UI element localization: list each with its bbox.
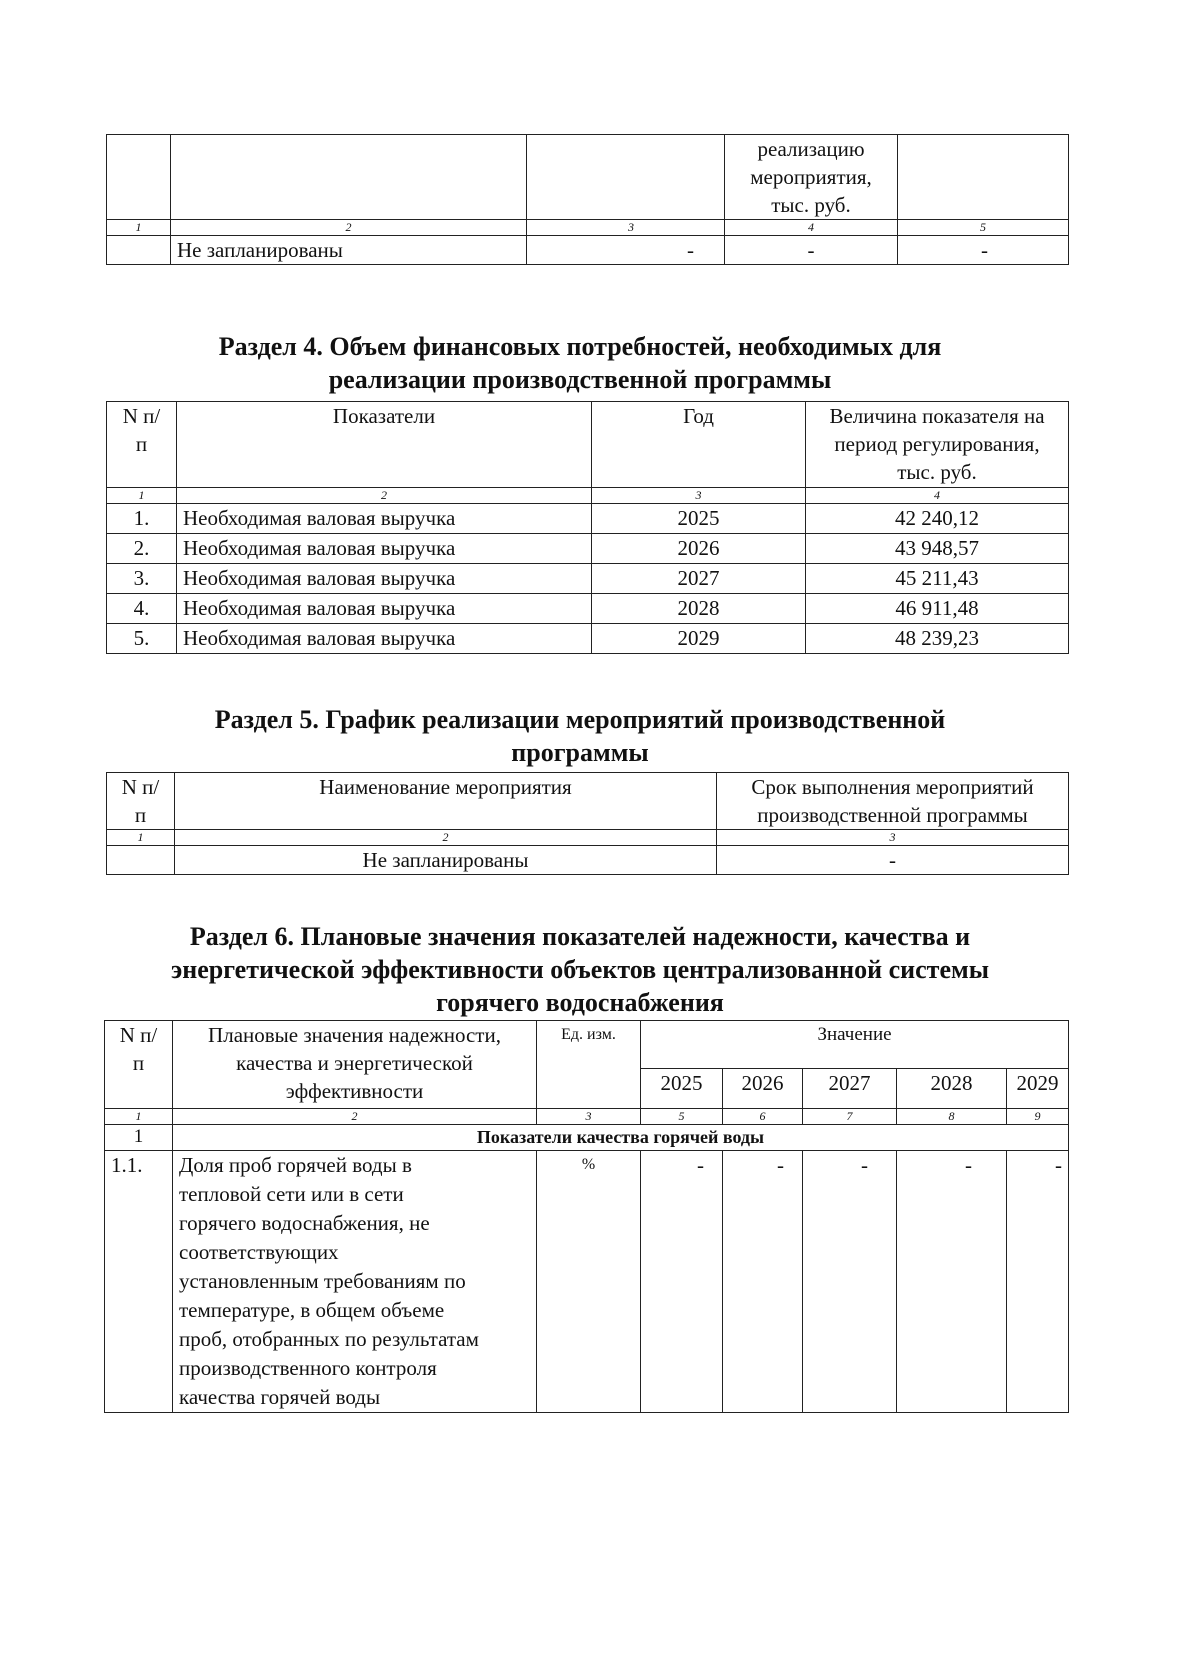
top-header-line: мероприятия, bbox=[750, 165, 872, 189]
group-title: Показатели качества горячей воды bbox=[173, 1125, 1069, 1151]
row-name: Необходимая валовая выручка bbox=[177, 594, 592, 624]
row-name-line: проб, отобранных по результатам bbox=[179, 1327, 479, 1351]
header-year: 2025 bbox=[641, 1069, 723, 1109]
col-number: 1 bbox=[105, 1109, 173, 1125]
col-number: 5 bbox=[641, 1109, 723, 1125]
section6-title bbox=[0, 920, 1180, 1019]
row-num: 2. bbox=[107, 534, 177, 564]
col-number: 1 bbox=[107, 830, 175, 846]
header-term-line: Срок выполнения мероприятий bbox=[751, 775, 1034, 799]
row-value: 42 240,12 bbox=[806, 504, 1069, 534]
row-name-line: температуре, в общем объеме bbox=[179, 1298, 445, 1322]
header-num bbox=[107, 402, 177, 488]
row-year: 2028 bbox=[592, 594, 806, 624]
row-year: 2029 bbox=[592, 624, 806, 654]
header-num bbox=[105, 1021, 173, 1109]
table-row bbox=[107, 594, 1069, 624]
section4-table bbox=[106, 401, 1069, 654]
row-name-line: установленным требованиям по bbox=[179, 1269, 466, 1293]
col-number: 2 bbox=[171, 220, 527, 236]
row-name: Не запланированы bbox=[171, 236, 527, 265]
section5-title-line2: программы bbox=[511, 738, 649, 767]
section6-title-line1: Раздел 6. Плановые значения показателей надежности, качества и bbox=[189, 922, 971, 951]
section5-title-line1: Раздел 5. График реализации мероприятий производственной bbox=[214, 705, 946, 734]
row-value: - bbox=[803, 1151, 897, 1413]
header-term-line: производственной программы bbox=[757, 803, 1028, 827]
col-number: 4 bbox=[725, 220, 898, 236]
top-header-line: тыс. руб. bbox=[771, 193, 851, 217]
header-year: 2027 bbox=[803, 1069, 897, 1109]
row-name: Не запланированы bbox=[175, 846, 717, 875]
col-number: 1 bbox=[107, 488, 177, 504]
row-name-line: соответствующих bbox=[179, 1240, 339, 1264]
col-number: 2 bbox=[177, 488, 592, 504]
header-value bbox=[806, 402, 1069, 488]
header-num-text: N п/п bbox=[122, 404, 161, 456]
row-name bbox=[173, 1151, 537, 1413]
top-header-c1 bbox=[107, 135, 171, 220]
header-name: Наименование мероприятия bbox=[175, 773, 717, 830]
row-value: 45 211,43 bbox=[806, 564, 1069, 594]
row-year: 2026 bbox=[592, 534, 806, 564]
row-name-line: горячего водоснабжения, не bbox=[179, 1211, 430, 1235]
section6-title-line3: горячего водоснабжения bbox=[436, 988, 724, 1017]
group-row bbox=[105, 1125, 1069, 1151]
section4-title bbox=[0, 330, 1180, 396]
header-num-text: N п/п bbox=[119, 1023, 158, 1075]
section6-table bbox=[104, 1020, 1069, 1413]
row-value: - bbox=[723, 1151, 803, 1413]
col-number: 2 bbox=[173, 1109, 537, 1125]
row-num: 1. bbox=[107, 504, 177, 534]
col-number: 7 bbox=[803, 1109, 897, 1125]
row-num bbox=[107, 236, 171, 265]
row-name: Необходимая валовая выручка bbox=[177, 504, 592, 534]
row-num: 4. bbox=[107, 594, 177, 624]
row-num bbox=[107, 846, 175, 875]
col-number: 8 bbox=[897, 1109, 1007, 1125]
row-value: 48 239,23 bbox=[806, 624, 1069, 654]
top-header-c3 bbox=[527, 135, 725, 220]
section5-table bbox=[106, 772, 1069, 875]
row-term: - bbox=[717, 846, 1069, 875]
section4-title-line1: Раздел 4. Объем финансовых потребностей, необходимых для bbox=[218, 332, 942, 361]
header-indicator: Показатели bbox=[177, 402, 592, 488]
header-num-text: N п/п bbox=[121, 775, 160, 827]
header-unit: Ед. изм. bbox=[537, 1021, 641, 1109]
row-name: Необходимая валовая выручка bbox=[177, 624, 592, 654]
section6-title-line2: энергетической эффективности объектов централизованной системы bbox=[170, 955, 989, 984]
row-c5: - bbox=[898, 236, 1069, 265]
row-num: 5. bbox=[107, 624, 177, 654]
header-value-line: тыс. руб. bbox=[897, 460, 977, 484]
col-number: 5 bbox=[898, 220, 1069, 236]
row-name-line: Доля проб горячей воды в bbox=[179, 1153, 412, 1177]
row-value: - bbox=[897, 1151, 1007, 1413]
row-name: Необходимая валовая выручка bbox=[177, 564, 592, 594]
col-number: 2 bbox=[175, 830, 717, 846]
header-value-line: Величина показателя на bbox=[829, 404, 1045, 428]
row-year: 2027 bbox=[592, 564, 806, 594]
header-year: 2029 bbox=[1007, 1069, 1069, 1109]
header-name-line: качества и энергетической bbox=[236, 1051, 473, 1075]
header-term bbox=[717, 773, 1069, 830]
table-top bbox=[106, 134, 1069, 265]
header-year: 2028 bbox=[897, 1069, 1007, 1109]
table-row bbox=[107, 624, 1069, 654]
row-c4: - bbox=[725, 236, 898, 265]
table-row bbox=[107, 846, 1069, 875]
header-name-line: Плановые значения надежности, bbox=[208, 1023, 501, 1047]
row-num: 1.1. bbox=[105, 1151, 173, 1413]
table-row bbox=[107, 236, 1069, 265]
top-header-line: реализацию bbox=[757, 137, 865, 161]
header-year: Год bbox=[592, 402, 806, 488]
section5-title bbox=[0, 703, 1180, 769]
col-number: 3 bbox=[717, 830, 1069, 846]
col-number: 1 bbox=[107, 220, 171, 236]
row-unit: % bbox=[537, 1151, 641, 1413]
header-value: Значение bbox=[641, 1021, 1069, 1069]
row-c3: - bbox=[527, 236, 725, 265]
row-value: 46 911,48 bbox=[806, 594, 1069, 624]
row-year: 2025 bbox=[592, 504, 806, 534]
col-number: 6 bbox=[723, 1109, 803, 1125]
table-row bbox=[107, 504, 1069, 534]
row-name-line: производственного контроля bbox=[179, 1356, 437, 1380]
header-name-line: эффективности bbox=[285, 1079, 424, 1103]
section4-title-line2: реализации производственной программы bbox=[328, 365, 832, 394]
row-name-line: качества горячей воды bbox=[179, 1385, 381, 1409]
top-header-c2 bbox=[171, 135, 527, 220]
col-number: 3 bbox=[537, 1109, 641, 1125]
header-num bbox=[107, 773, 175, 830]
header-value-line: период регулирования, bbox=[834, 432, 1040, 456]
col-number: 4 bbox=[806, 488, 1069, 504]
header-name bbox=[173, 1021, 537, 1109]
row-value: 43 948,57 bbox=[806, 534, 1069, 564]
group-num: 1 bbox=[105, 1125, 173, 1151]
table-row bbox=[105, 1151, 1069, 1413]
row-name-line: тепловой сети или в сети bbox=[179, 1182, 404, 1206]
row-value: - bbox=[1007, 1151, 1069, 1413]
row-name: Необходимая валовая выручка bbox=[177, 534, 592, 564]
top-header-c5 bbox=[898, 135, 1069, 220]
row-num: 3. bbox=[107, 564, 177, 594]
col-number: 9 bbox=[1007, 1109, 1069, 1125]
col-number: 3 bbox=[592, 488, 806, 504]
row-value: - bbox=[641, 1151, 723, 1413]
table-row bbox=[107, 534, 1069, 564]
table-row bbox=[107, 564, 1069, 594]
col-number: 3 bbox=[527, 220, 725, 236]
header-year: 2026 bbox=[723, 1069, 803, 1109]
top-header-c4 bbox=[725, 135, 898, 220]
